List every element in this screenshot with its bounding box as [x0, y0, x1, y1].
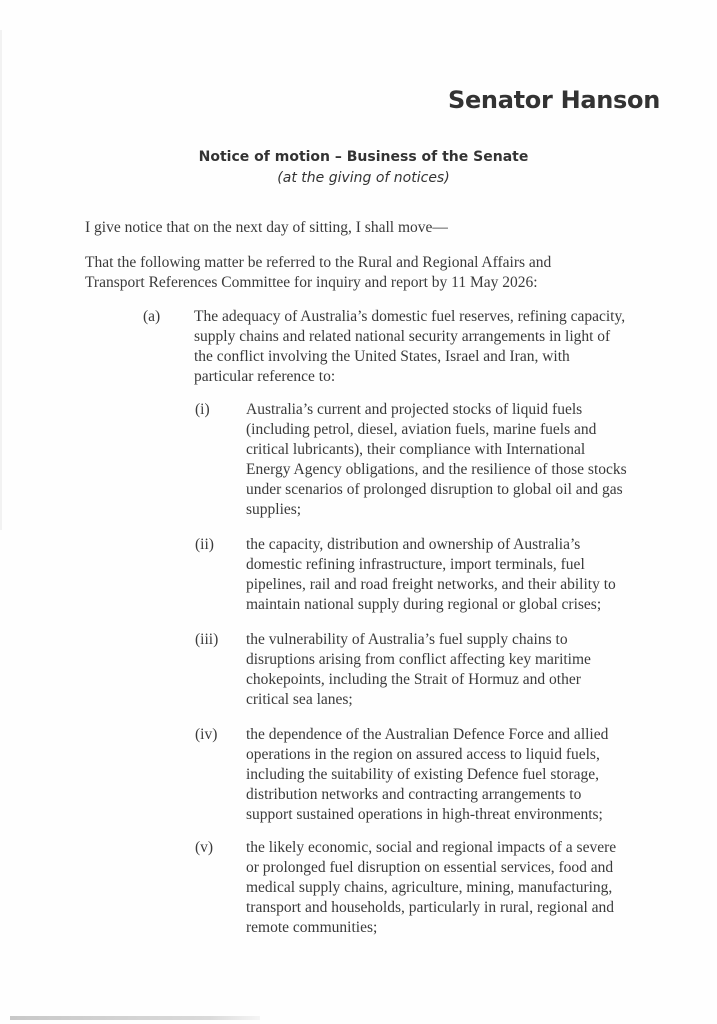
author-heading: Senator Hanson — [447, 86, 660, 114]
text-line: chokepoints, including the Strait of Hormuz and other — [246, 671, 581, 688]
text-line: critical sea lanes; — [246, 691, 353, 708]
text-line: operations in the region on assured access to liquid fuels, — [246, 746, 600, 763]
page-bottom-edge — [10, 1016, 260, 1020]
motion-paragraph — [85, 253, 665, 293]
item-label: (iii) — [195, 631, 219, 648]
text-line: medical supply chains, agriculture, mining, manufacturing, — [246, 879, 613, 896]
text-line: the dependence of the Australian Defence Force and allied — [246, 726, 609, 743]
item-label: (i) — [195, 401, 210, 418]
text-line: including the suitability of existing Defence fuel storage, — [246, 766, 599, 783]
text-line: under scenarios of prolonged disruption to global oil and gas — [246, 481, 623, 498]
text-line: particular reference to: — [194, 368, 336, 385]
text-line: supplies; — [246, 501, 302, 518]
text-line: remote communities; — [246, 919, 378, 936]
item-label: (iv) — [195, 726, 218, 743]
item-label: (ii) — [195, 536, 214, 553]
text-line: (including petrol, diesel, aviation fuels, marine fuels and — [246, 421, 597, 438]
text-line: the capacity, distribution and ownership of Australia’s — [246, 536, 581, 553]
text-line: transport and households, particularly in rural, regional and — [246, 899, 615, 916]
item-label: (v) — [195, 839, 214, 856]
intro-paragraph: I give notice that on the next day of sitting, I shall move— — [85, 219, 448, 236]
scan-edge-shadow — [0, 30, 2, 530]
item-text — [246, 725, 666, 825]
motion-line: That the following matter be referred to the Rural and Regional Affairs and — [85, 254, 552, 271]
item-label: (a) — [143, 308, 161, 325]
text-line: Energy Agency obligations, and the resilience of those stocks — [246, 461, 627, 478]
item-text — [246, 630, 666, 710]
text-line: distribution networks and contracting arrangements to — [246, 786, 582, 803]
notice-title: Notice of motion – Business of the Senate — [198, 149, 529, 165]
item-text — [246, 838, 666, 938]
text-line: maintain national supply during regional or global crises; — [246, 596, 602, 613]
text-line: support sustained operations in high-threat environments; — [246, 806, 603, 823]
text-line: the likely economic, social and regional impacts of a severe — [246, 839, 617, 856]
text-line: domestic refining infrastructure, import terminals, fuel — [246, 556, 585, 573]
text-line: Australia’s current and projected stocks of liquid fuels — [246, 401, 583, 418]
text-line: critical lubricants), their compliance with International — [246, 441, 586, 458]
text-line: the conflict involving the United States, Israel and Iran, with — [194, 348, 570, 365]
motion-line: Transport References Committee for inquiry and report by 11 May 2026: — [85, 274, 538, 291]
text-line: disruptions arising from conflict affecting key maritime — [246, 651, 591, 668]
item-text — [194, 307, 664, 387]
item-text — [246, 400, 666, 520]
text-line: or prolonged fuel disruption on essential services, food and — [246, 859, 614, 876]
text-line: the vulnerability of Australia’s fuel supply chains to — [246, 631, 568, 648]
text-line: supply chains and related national security arrangements in light of — [194, 328, 611, 345]
text-line: pipelines, rail and road freight networks, and their ability to — [246, 576, 616, 593]
text-line: The adequacy of Australia’s domestic fuel reserves, refining capacity, — [194, 308, 626, 325]
notice-subtitle: (at the giving of notices) — [277, 170, 450, 186]
item-text — [246, 535, 666, 615]
